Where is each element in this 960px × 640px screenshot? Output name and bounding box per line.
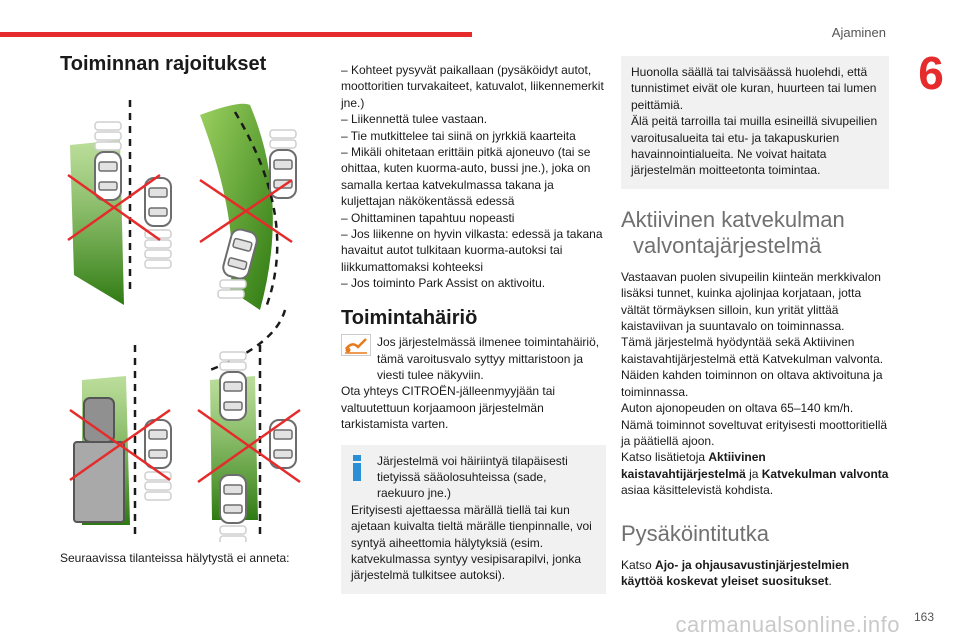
fault-title: Toimintahäiriö bbox=[341, 306, 478, 329]
park-sensors-title: Pysäköintitutka bbox=[621, 520, 769, 546]
scenario-curve bbox=[200, 104, 296, 370]
watermark: carmanualsonline.info bbox=[675, 612, 900, 637]
warning-light-icon bbox=[341, 334, 371, 356]
list-item: – Jos liikenne on hyvin vilkasta: edessä ja takana havaitut autot tulkitaan kuorma-autoksi tai liikkumattomaksi kohteeksi bbox=[341, 227, 603, 274]
fault-block bbox=[341, 334, 606, 432]
active-bsm-body bbox=[621, 269, 889, 499]
notice-text: Huonolla säällä tai talvisäässä huolehdi, että tunnistimet eivät ole kuran, huurteen tai lumen peittämiä. bbox=[631, 65, 877, 112]
weather-notice bbox=[341, 445, 606, 594]
blind-spot-illustration bbox=[60, 80, 310, 542]
limitations-title: Toiminnan rajoitukset bbox=[60, 53, 267, 75]
section-name: Ajaminen bbox=[831, 25, 886, 40]
figure-caption: Seuraavissa tilanteissa hälytystä ei anneta: bbox=[60, 551, 290, 566]
notice-text: Älä peitä tarroilla tai muilla esineillä sivupeilien varoitusalueita tai etu- ja takapuskurien havainnointialueita. Ne voivat haitata järjestelmän moitteetonta toimintaa. bbox=[631, 114, 878, 178]
scenario-long-vehicle bbox=[70, 345, 171, 540]
paragraph: Nämä toiminnot soveltuvat erityisesti moottoritiellä ja päätiellä ajoon. bbox=[621, 417, 888, 448]
list-item: – Jos toiminto Park Assist on aktivoitu. bbox=[341, 276, 546, 291]
scenario-dense-traffic bbox=[198, 345, 300, 542]
sensor-notice bbox=[621, 56, 889, 189]
chapter-number: 6 bbox=[902, 38, 960, 108]
column-conditions bbox=[341, 62, 606, 594]
list-item: – Tie mutkittelee tai siinä on jyrkkiä kaarteita bbox=[341, 128, 576, 143]
paragraph: Auton ajonopeuden on oltava 65–140 km/h. bbox=[621, 401, 854, 416]
scenario-stationary bbox=[68, 100, 171, 305]
blind-spot-diagram bbox=[60, 80, 310, 542]
page-number: 163 bbox=[913, 610, 934, 624]
column-limitations bbox=[60, 53, 310, 567]
fault-text: Jos järjestelmässä ilmenee toimintahäiriö, tämä varoitusvalo syttyy mittaristoon ja viesti tulee näkyviin. bbox=[377, 335, 600, 382]
notice-text: Erityisesti ajettaessa märällä tiellä tai kun ajetaan kuivalta tieltä märälle tienpinnalle, voi syntyä aiheettomia hälytyksiä (esim. katvekulmassa syntyy vesipisarapilvi, jonka järjestelmä tulkitsee autoksi). bbox=[351, 502, 592, 583]
notice-text: Järjestelmä voi häiriintyä tilapäisesti tietyissä sääolosuhteissa (sade, raekuuro jne.) bbox=[377, 453, 568, 501]
list-item: – Kohteet pysyvät paikallaan (pysäköidyt autot, moottoritien turvakaiteet, katuvalot, liikennemerkit jne.) bbox=[341, 63, 604, 110]
paragraph: Vastaavan puolen sivupeilin kiinteän merkkivalon lisäksi tunnet, kuinka ajolinjaa korjataan, jotta vältät törmäyksen silloin, kun yrität ylittää kaistaviivan ja suuntavalo on toiminnassa. bbox=[621, 269, 881, 334]
list-item: – Ohittaminen tapahtuu nopeasti bbox=[341, 210, 515, 225]
info-icon bbox=[351, 455, 363, 481]
column-active-bsm bbox=[621, 62, 889, 589]
paragraph: Tämä järjestelmä hyödyntää sekä Aktiivinen kaistavahtijärjestelmä että Katvekulman valvonta. bbox=[621, 335, 884, 366]
active-bsm-title: Aktiivinen katvekulman valvontajärjestelmä bbox=[621, 206, 845, 258]
fault-contact-text: Ota yhteys CITROËN-jälleenmyyjään tai valtuutettuun korjaamoon järjestelmän tarkistamista varten. bbox=[341, 384, 556, 432]
park-sensors-text: Katso Ajo- ja ohjausavustinjärjestelmien käyttöä koskevat yleiset suositukset. bbox=[621, 557, 850, 588]
list-item: – Mikäli ohitetaan erittäin pitkä ajoneuvo (tai se ohittaa, kuten kuorma-auto, bussi jne.), joka on samalla kertaa katvekulmassa takana ja kuljettajan näkökentässä edessä bbox=[341, 145, 591, 209]
top-accent-bar bbox=[0, 32, 472, 37]
paragraph: Näiden kahden toiminnon on oltava aktivoituna ja toiminnassa. bbox=[621, 368, 883, 399]
paragraph: Katso lisätietoja Aktiivinen kaistavahtijärjestelmä ja Katvekulman valvonta asiaa käsittelevistä kohdista. bbox=[621, 450, 889, 498]
list-item: – Liikennettä tulee vastaan. bbox=[341, 112, 488, 127]
